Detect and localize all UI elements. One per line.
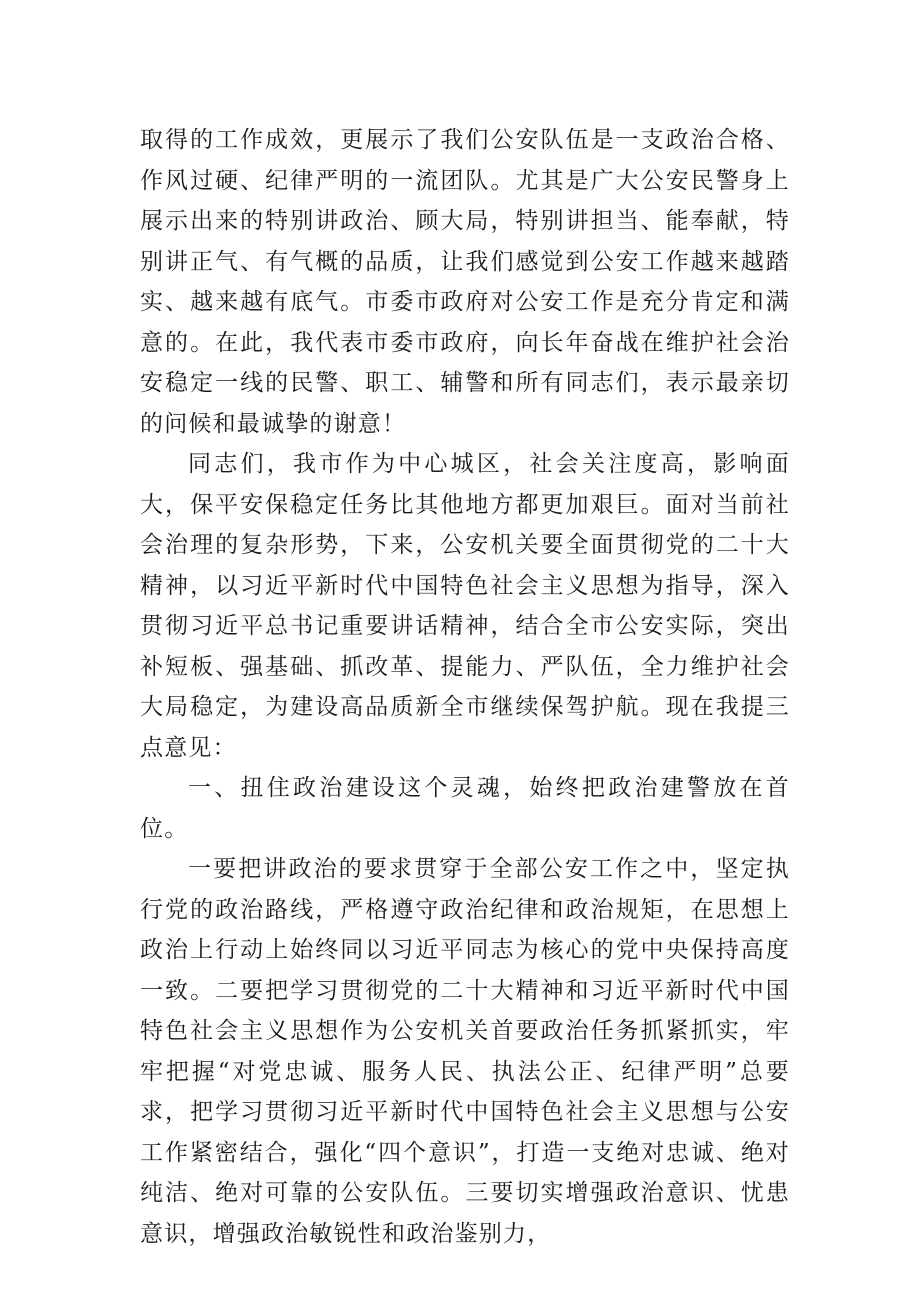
paragraph-comrades: 同志们，我市作为中心城区，社会关注度高，影响面大，保平安保稳定任务比其他地方都更加艰巨。面对当前社会治理的复杂形势，下来，公安机关要全面贯彻党的二十大精神，以习近平新时代中国特色社会主义思想为指导，深入贯彻习近平总书记重要讲话精神，结合全市公安实际，突出补短板、强基础、抓改革、提能力、严队伍，全力维护社会大局稳定，为建设高品质新全市继续保驾护航。现在我提三点意见： — [140, 451, 790, 761]
document-body — [140, 120, 790, 1254]
paragraph-political-building: 一要把讲政治的要求贯穿于全部公安工作之中，坚定执行党的政治路线，严格遵守政治纪律和政治规矩，在思想上政治上行动上始终同以习近平同志为核心的党中央保持高度一致。二要把学习贯彻党的二十大精神和习近平新时代中国特色社会主义思想作为公安机关首要政治任务抓紧抓实，牢牢把握“对党忠诚、服务人民、执法公正、纪律严明”总要求，把学习贯彻习近平新时代中国特色社会主义思想与公安工作紧密结合，强化“四个意识”，打造一支绝对忠诚、绝对纯洁、绝对可靠的公安队伍。三要切实增强政治意识、忧患意识，增强政治敏锐性和政治鉴别力， — [140, 856, 790, 1247]
paragraph-continuation: 取得的工作成效，更展示了我们公安队伍是一支政治合格、作风过硬、纪律严明的一流团队。尤其是广大公安民警身上展示出来的特别讲政治、顾大局，特别讲担当、能奉献，特别讲正气、有气概的品质，让我们感觉到公安工作越来越踏实、越来越有底气。市委市政府对公安工作是充分肯定和满意的。在此，我代表市委市政府，向长年奋战在维护社会治安稳定一线的民警、职工、辅警和所有同志们，表示最亲切的问候和最诚挚的谢意！ — [140, 127, 790, 437]
section-heading-one: 一、扭住政治建设这个灵魂，始终把政治建警放在首位。 — [140, 775, 790, 842]
